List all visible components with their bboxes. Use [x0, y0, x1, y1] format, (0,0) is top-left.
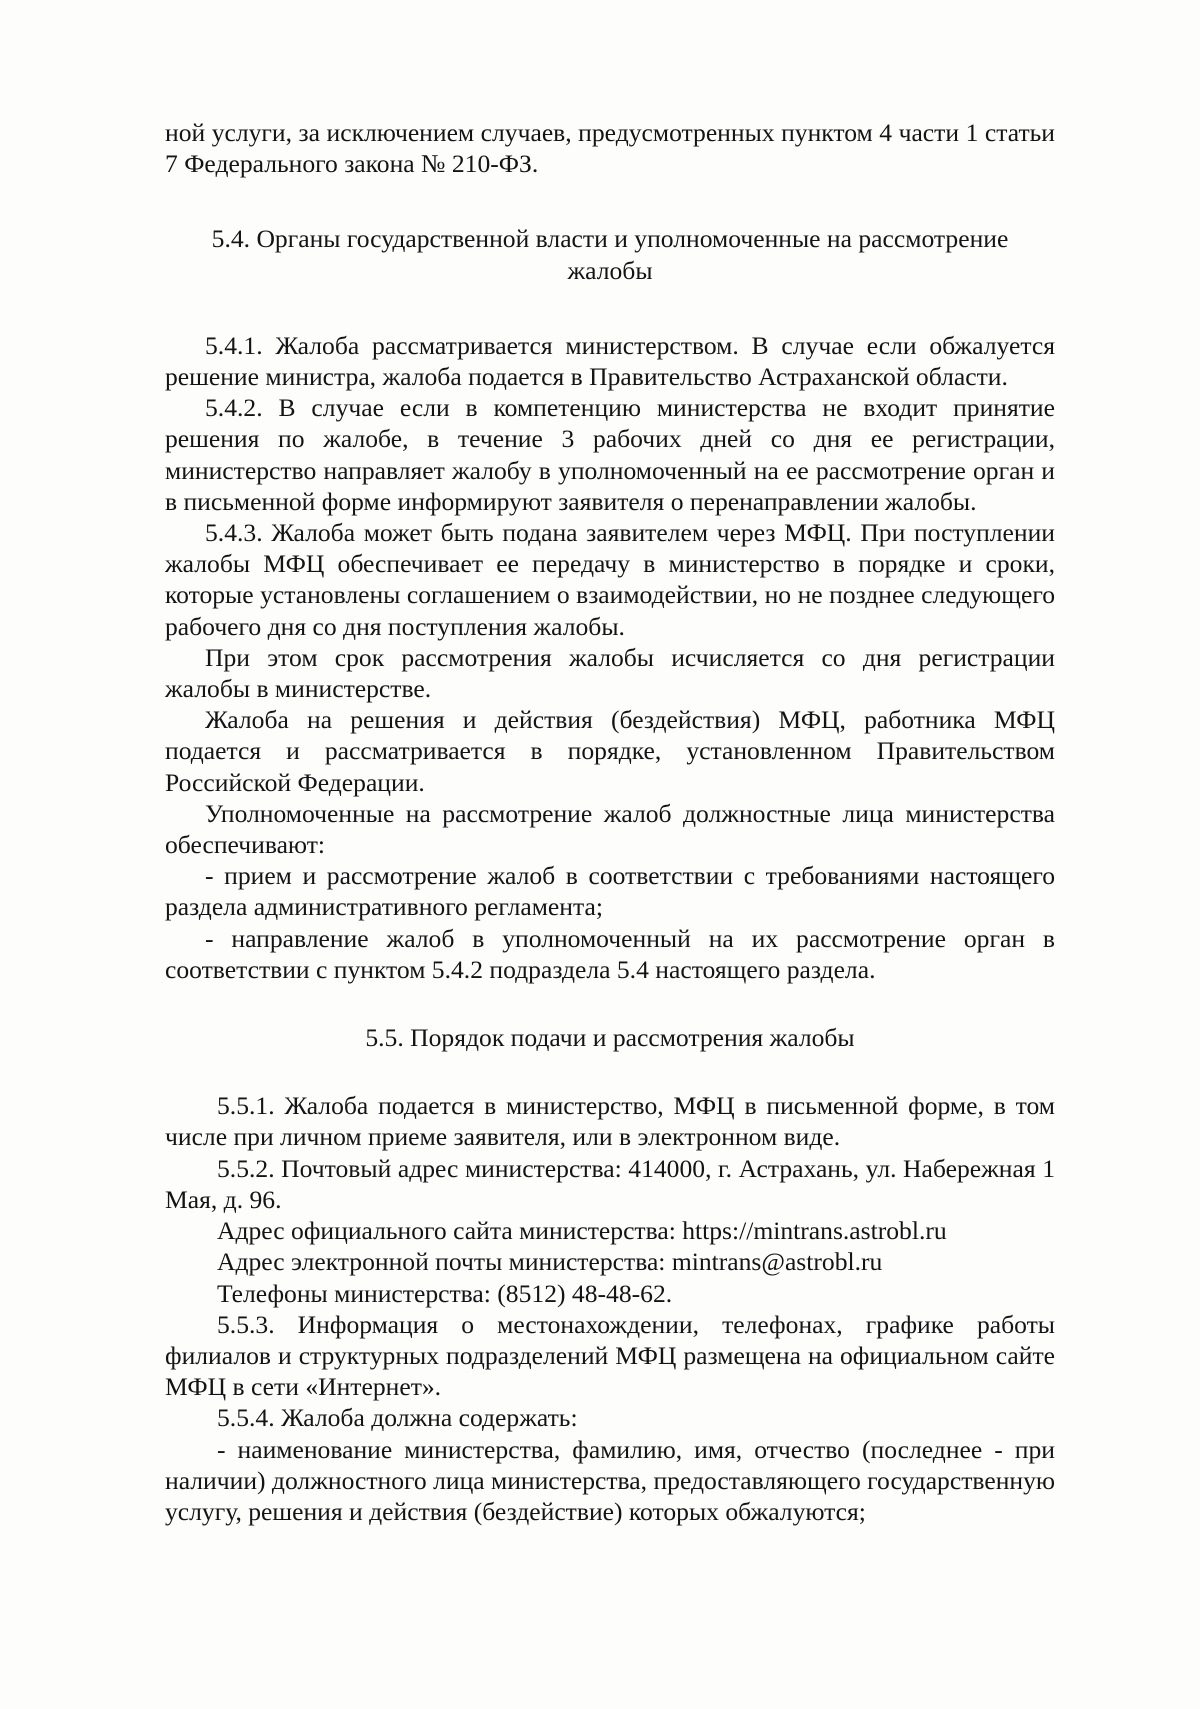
paragraph-officials-ensure: Уполномоченные на рассмотрение жалоб должностные лица министерства обеспечивают:	[165, 798, 1055, 860]
spacer	[165, 1053, 1055, 1090]
list-item-forward-complaints: - направление жалоб в уполномоченный на их рассмотрение орган в соответствии с пунктом 5.4.2 подраздела 5.4 настоящего раздела.	[165, 923, 1055, 984]
ministry-phones: Телефоны министерства: (8512) 48-48-62.	[217, 1278, 673, 1308]
list-item-ministry-name: - наименование министерства, фамилию, имя, отчество (последнее - при наличии) должностного лица министерства, предоставляющего государственную услугу, решения и действия (бездействие) которых обжалуются;	[165, 1434, 1056, 1526]
spacer	[165, 179, 1055, 223]
paragraph-review-period: При этом срок рассмотрения жалобы исчисляется со дня регистрации жалобы в министерстве.	[165, 642, 1055, 704]
paragraph-5-4-2: 5.4.2. В случае если в компетенцию министерства не входит принятие решения по жалобе, в течение 3 рабочих дней со дня ее регистрации, министерство направляет жалобу в уполномоченный на ее рассмотрение орган и в письменной форме информируют заявителя о перенаправлении жалобы.	[165, 393, 1055, 516]
paragraph-5-4-1: 5.4.1. Жалоба рассматривается министерством. В случае если обжалуется решение министра, жалоба подается в Правительство Астраханской области.	[165, 330, 1055, 392]
ministry-website: Адрес официального сайта министерства: https://mintrans.astrobl.ru	[217, 1216, 947, 1246]
paragraph-5-5-1: 5.5.1. Жалоба подается в министерство, МФЦ в письменной форме, в том числе при личном приеме заявителя, или в электронном виде.	[165, 1091, 1055, 1152]
paragraph-5-5-3: 5.5.3. Информация о местонахождении, телефонах, графике работы филиалов и структурных подразделений МФЦ размещена на официальном сайте МФЦ в сети «Интернет».	[165, 1309, 1055, 1402]
paragraph-mfc-complaint: Жалоба на решения и действия (бездействия) МФЦ, работника МФЦ подается и рассматривается в порядке, установленном Правительством Российской Федерации.	[165, 705, 1055, 797]
list-item-receive-complaints: - прием и рассмотрение жалоб в соответствии с требованиями настоящего раздела административного регламента;	[165, 861, 1055, 922]
paragraph-5-5-2: 5.5.2. Почтовый адрес министерства: 414000, г. Астрахань, ул. Набережная 1 Мая, д. 96.	[165, 1153, 1055, 1214]
spacer	[165, 286, 1055, 330]
ministry-email: Адрес электронной почты министерства: mintrans@astrobl.ru	[217, 1247, 883, 1277]
intro-paragraph: ной услуги, за исключением случаев, предусмотренных пунктом 4 части 1 статьи 7 Федерального закона № 210-ФЗ.	[165, 118, 1055, 179]
spacer	[165, 985, 1055, 1022]
paragraph-5-5-4: 5.5.4. Жалоба должна содержать:	[217, 1403, 578, 1433]
paragraph-5-4-3: 5.4.3. Жалоба может быть подана заявителем через МФЦ. При поступлении жалобы МФЦ обеспечивает ее передачу в министерство в порядке и сроки, которые установлены соглашением о взаимодействии, но не позднее следующего рабочего дня со дня поступления жалобы.	[165, 518, 1055, 641]
section-5-5-heading: 5.5. Порядок подачи и рассмотрения жалобы	[365, 1023, 855, 1053]
document-body	[165, 117, 1055, 1527]
section-5-4-heading: 5.4. Органы государственной власти и уполномоченные на рассмотрение жалобы	[211, 224, 1009, 285]
